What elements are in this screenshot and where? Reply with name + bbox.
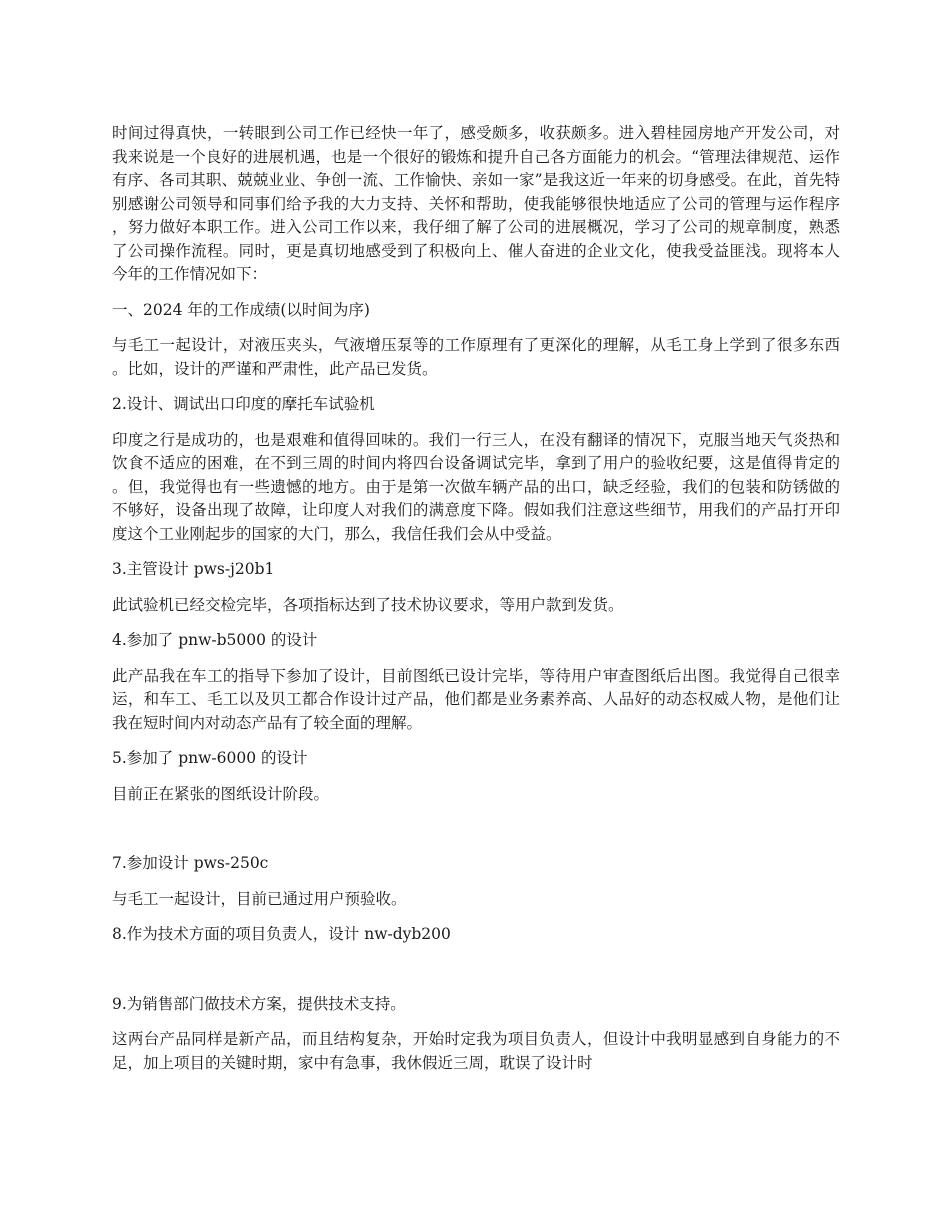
blank-gap [112,818,840,852]
section-heading-achievements: 一、2024 年的工作成绩(以时间为序) [112,300,370,319]
item-1-body: 与毛工一起设计，对液压夹头，气液增压泵等的工作原理有了更深化的理解，从毛工身上学到了很多东西。比如，设计的严谨和严肃性，此产品已发货。 [112,336,840,378]
item-9-heading: 9.为销售部门做技术方案，提供技术支持。 [112,994,406,1013]
item-2-heading: 2.设计、调试出口印度的摩托车试验机 [112,395,375,413]
item-3-body: 此试验机已经交检完毕，各项指标达到了技术协议要求，等用户款到发货。 [112,595,624,614]
item-5-body: 目前正在紧张的图纸设计阶段。 [112,784,330,803]
item-2-body: 印度之行是成功的，也是艰难和值得回味的。我们一行三人，在没有翻译的情况下，克服当地天气炎热和饮食不适应的困难，在不到三周的时间内将四台设备调试完毕，拿到了用户的验收纪要，这是值得肯定的。但，我觉得也有一些遗憾的地方。由于是第一次做车辆产品的出口，缺乏经验，我们的包装和防锈做的不够好，设备出现了故障，让印度人对我们的满意度下降。假如我们注意这些细节，用我们的产品打开印度这个工业刚起步的国家的大门，那么，我信任我们会从中受益。 [112,430,840,543]
blank-gap [112,959,840,993]
item-5-heading: 5.参加了 pnw-6000 的设计 [112,749,308,767]
intro-paragraph: 时间过得真快，一转眼到公司工作已经快一年了，感受颇多，收获颇多。进入碧桂园房地产开发公司，对我来说是一个良好的进展机遇，也是一个很好的锻炼和提升自己各方面能力的机会。“管理法律规范、运作有序、各司其职、兢兢业业、争创一流、工作愉快、亲如一家”是我这近一年来的切身感受。在此，首先特别感谢公司领导和同事们给予我的大力支持、关怀和帮助，使我能够很快地适应了公司的管理与运作程序，努力做好本职工作。进入公司工作以来，我仔细了解了公司的进展概况，学习了公司的规章制度，熟悉了公司操作流程。同时，更是真切地感受到了积极向上、催人奋进的企业文化，使我受益匪浅。现将本人今年的工作情况如下： [112,124,840,283]
item-7-body: 与毛工一起设计，目前已通过用户预验收。 [112,889,407,908]
item-8-heading: 8.作为技术方面的项目负责人，设计 nw-dyb200 [112,925,451,943]
document-page [112,122,840,1087]
item-4-heading: 4.参加了 pnw-b5000 的设计 [112,631,318,649]
item-4-body: 此产品我在车工的指导下参加了设计，目前图纸已设计完毕，等待用户审查图纸后出图。我觉得自己很幸运，和车工、毛工以及贝工都合作设计过产品，他们都是业务素养高、人品好的动态权威人物，是他们让我在短时间内对动态产品有了较全面的理解。 [112,666,840,732]
item-3-heading: 3.主管设计 pws-j20b1 [112,560,275,578]
item-9-body: 这两台产品同样是新产品，而且结构复杂，开始时定我为项目负责人，但设计中我明显感到自身能力的不足，加上项目的关键时期，家中有急事，我休假近三周，耽误了设计时 [112,1030,840,1072]
item-7-heading: 7.参加设计 pws-250c [112,854,269,872]
